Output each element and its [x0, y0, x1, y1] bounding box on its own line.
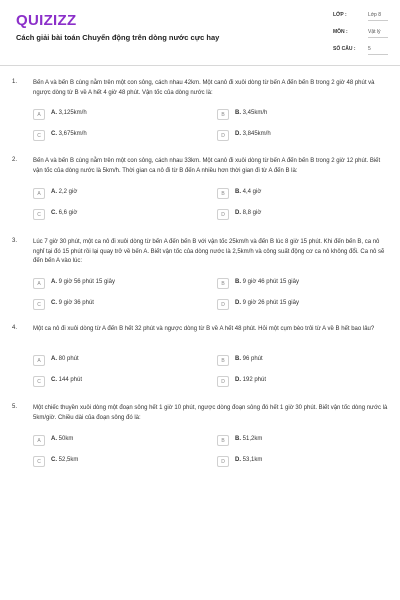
option-text: 9 giờ 36 phút [58, 300, 94, 306]
option-text: 192 phút [242, 377, 267, 383]
option-text: 3,845km/h [242, 131, 271, 137]
option-letter: A [33, 355, 45, 366]
option-text: 50km [58, 436, 74, 442]
option-c[interactable] [33, 456, 193, 468]
option-letter: C [33, 130, 45, 141]
option-text: 4,4 giờ [242, 189, 262, 195]
option-d[interactable] [217, 456, 377, 468]
option-text: 51,2km [242, 436, 263, 442]
option-letter: D [217, 130, 229, 141]
option-letter: A [33, 435, 45, 446]
option-text: 53,1km [242, 457, 263, 463]
question-text: Một ca nô đi xuôi dòng từ A đến B hết 32 phút và ngược dòng từ B về A hết 48 phút. Hỏi một cụm bèo trôi từ A về B hết bao lâu? [33, 326, 375, 332]
option-letter: B [217, 355, 229, 366]
option-letter: C [33, 376, 45, 387]
option-text: 9 giờ 56 phút 15 giây [58, 279, 115, 285]
option-letter: D [217, 299, 229, 310]
option-prefix: A. [51, 356, 57, 362]
option-prefix: D. [235, 457, 241, 463]
meta-label-class: LỚP : [333, 12, 347, 18]
meta-value-count: 5 [368, 46, 388, 55]
option-a[interactable] [33, 109, 193, 121]
meta-label-subject: MÔN : [333, 29, 348, 35]
option-prefix: B. [235, 189, 241, 195]
option-c[interactable] [33, 130, 193, 142]
meta-label-count: SỐ CÂU : [333, 46, 356, 52]
option-b[interactable] [217, 435, 377, 447]
option-d[interactable] [217, 209, 377, 221]
question-text: Bến A và bến B cùng nằm trên một con sông, cách nhau 42km. Một canô đi xuôi dòng từ bến A đến bến B trong 2 giờ 48 phút và ngược dòng từ B về A hết 4 giờ 48 phút. Vận tốc của dòng nước là: [33, 80, 375, 96]
meta-row-class [333, 12, 391, 22]
option-a[interactable] [33, 188, 193, 200]
question-number: 5. [12, 404, 18, 410]
option-prefix: A. [51, 436, 57, 442]
meta-row-subject [333, 29, 391, 39]
option-letter: D [217, 456, 229, 467]
option-text: 52,5km [58, 457, 79, 463]
option-text: 3,125km/h [58, 110, 87, 116]
page-header [0, 0, 400, 66]
option-text: 96 phút [242, 356, 263, 362]
option-b[interactable] [217, 109, 377, 121]
option-letter: C [33, 209, 45, 220]
option-letter: A [33, 278, 45, 289]
document-title: Cách giải bài toán Chuyển động trên dòng nước cực hay [16, 33, 220, 42]
question-number: 2. [12, 157, 18, 163]
question-text: Bến A và bến B cùng nằm trên một con sông, cách nhau 33km. Một canô đi xuôi dòng từ bến A đến bến B trong 2 giờ 12 phút. Biết vận tốc của dòng nước là 5km/h. Thời gian ca nô đi từ B đến A nhiều hơn thời gian đi từ A đến B là: [33, 158, 381, 174]
option-prefix: A. [51, 279, 57, 285]
option-prefix: C. [51, 210, 57, 216]
option-a[interactable] [33, 278, 193, 290]
option-letter: B [217, 435, 229, 446]
option-c[interactable] [33, 209, 193, 221]
option-prefix: C. [51, 457, 57, 463]
option-text: 8,8 giờ [242, 210, 262, 216]
option-prefix: C. [51, 377, 57, 383]
option-prefix: D. [235, 131, 241, 137]
option-prefix: B. [235, 279, 241, 285]
option-prefix: A. [51, 110, 57, 116]
option-b[interactable] [217, 355, 377, 367]
question-number: 3. [12, 238, 18, 244]
option-prefix: A. [51, 189, 57, 195]
option-text: 80 phút [58, 356, 79, 362]
question-text: Lúc 7 giờ 30 phút, một ca nô đi xuôi dòng từ bến A đến bến B với vận tốc 25km/h và đến B lúc 8 giờ 15 phút. Khi đến bến B, ca nô nghỉ tại đó 15 phút rồi lại quay trở về bến A. Biết vận tốc của dòng nước là 2,5km/h và công suất động cơ ca nô không đổi. Ca nô sẽ đến bến A vào lúc: [33, 239, 385, 265]
option-a[interactable] [33, 355, 193, 367]
option-letter: A [33, 188, 45, 199]
quizizz-logo: QUIZIZZ [16, 12, 77, 29]
question-number: 1. [12, 79, 18, 85]
option-text: 3,675km/h [58, 131, 87, 137]
option-text: 2,2 giờ [58, 189, 78, 195]
option-b[interactable] [217, 188, 377, 200]
option-prefix: B. [235, 356, 241, 362]
option-c[interactable] [33, 376, 193, 388]
option-a[interactable] [33, 435, 193, 447]
question-number: 4. [12, 325, 18, 331]
option-text: 144 phút [58, 377, 83, 383]
option-text: 6,6 giờ [58, 210, 78, 216]
option-text: 3,45km/h [242, 110, 268, 116]
option-prefix: B. [235, 110, 241, 116]
meta-value-subject: Vật lý [368, 29, 388, 38]
option-d[interactable] [217, 130, 377, 142]
option-prefix: D. [235, 210, 241, 216]
option-prefix: C. [51, 300, 57, 306]
option-d[interactable] [217, 299, 377, 311]
option-letter: B [217, 278, 229, 289]
option-letter: C [33, 456, 45, 467]
option-letter: D [217, 376, 229, 387]
option-text: 9 giờ 26 phút 15 giây [242, 300, 299, 306]
option-prefix: D. [235, 300, 241, 306]
option-prefix: C. [51, 131, 57, 137]
question-text: Một chiếc thuyền xuôi dòng một đoạn sông hết 1 giờ 10 phút, ngược dòng đoạn sông đó hết 1 giờ 30 phút. Biết vận tốc dòng nước là 5km/giờ. Chiều dài của đoạn sông đó là: [33, 405, 388, 421]
meta-row-count [333, 46, 391, 56]
option-prefix: D. [235, 377, 241, 383]
option-prefix: B. [235, 436, 241, 442]
option-c[interactable] [33, 299, 193, 311]
option-letter: B [217, 188, 229, 199]
option-letter: C [33, 299, 45, 310]
option-d[interactable] [217, 376, 377, 388]
option-text: 9 giờ 46 phút 15 giây [242, 279, 299, 285]
option-letter: D [217, 209, 229, 220]
option-b[interactable] [217, 278, 377, 290]
meta-value-class: Lớp 8 [368, 12, 388, 21]
option-letter: A [33, 109, 45, 120]
option-letter: B [217, 109, 229, 120]
